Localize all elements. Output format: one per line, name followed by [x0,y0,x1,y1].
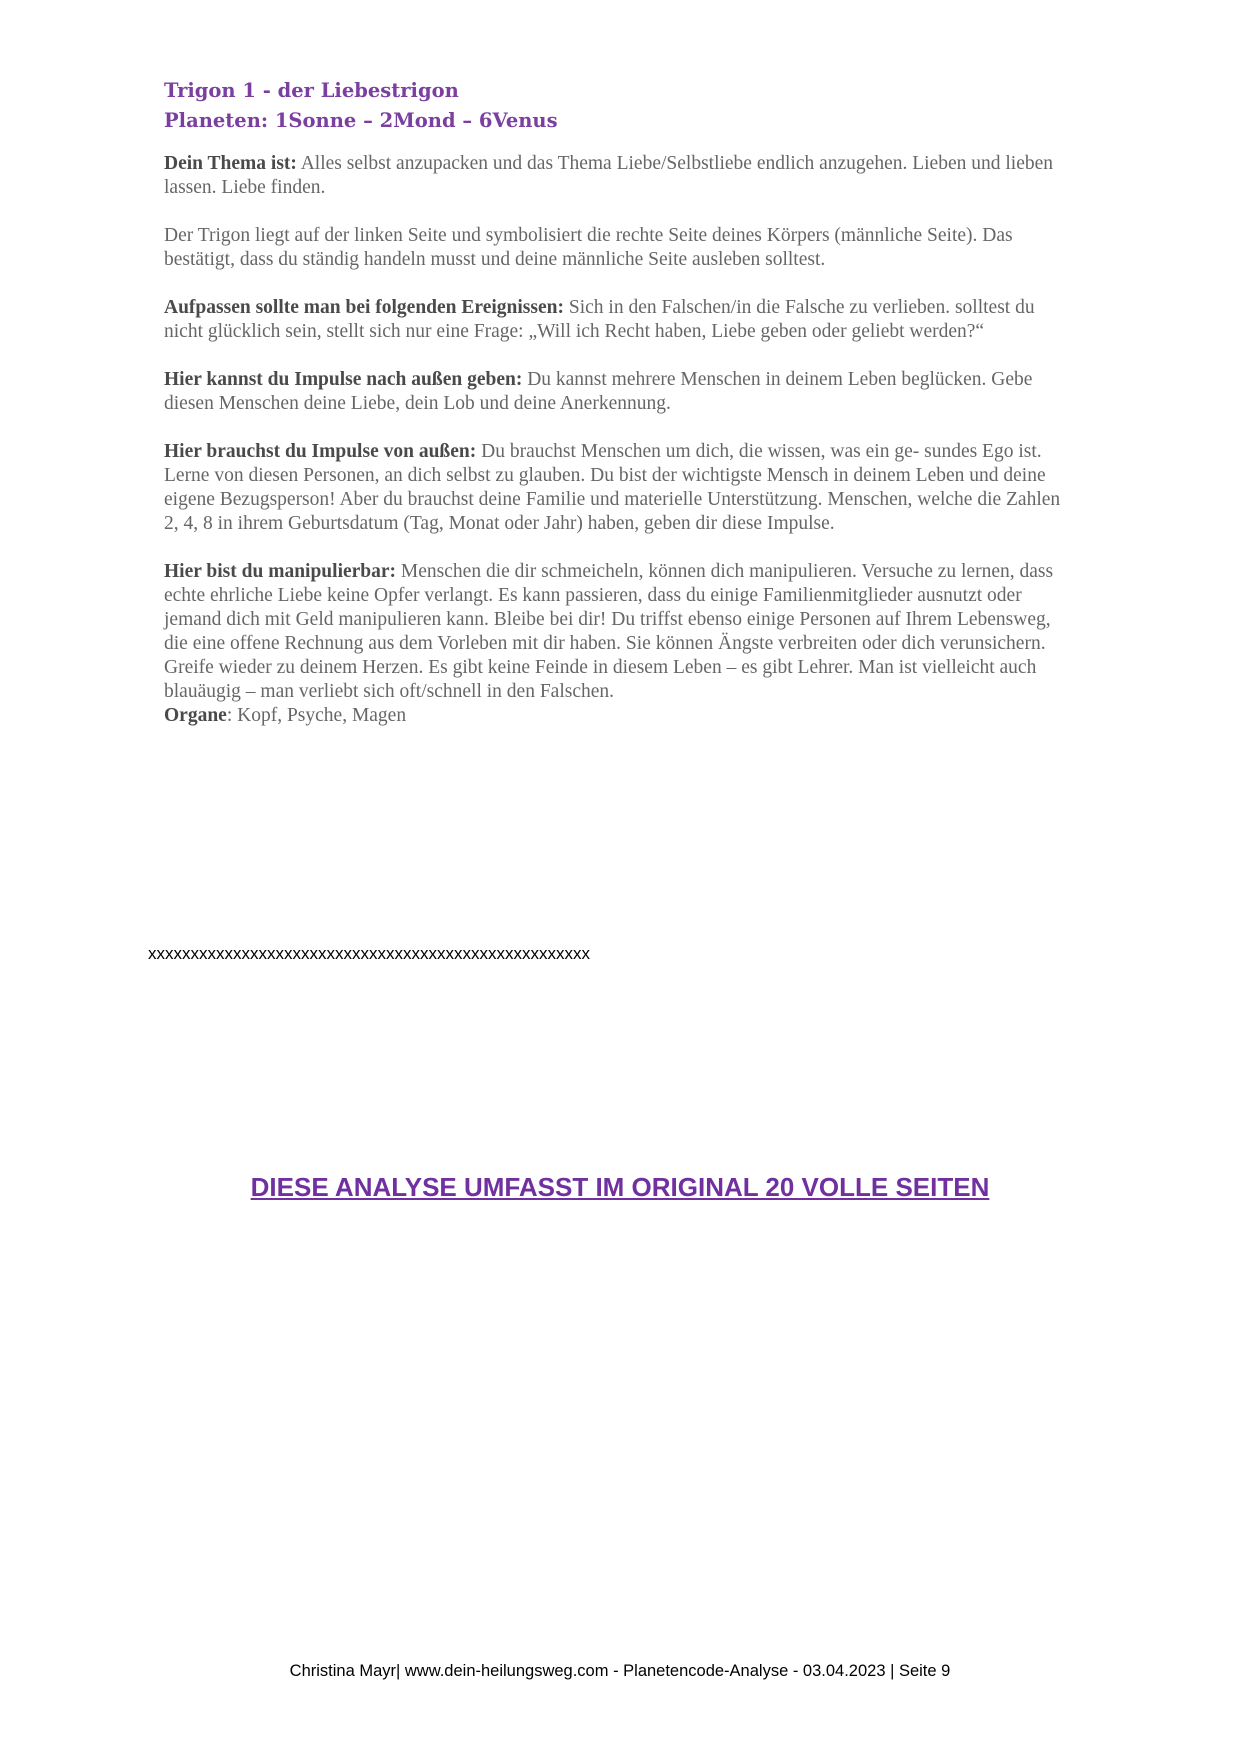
need-impulses-label: Hier brauchst du Impulse von außen: [164,441,477,462]
separator-line: xxxxxxxxxxxxxxxxxxxxxxxxxxxxxxxxxxxxxxxxxxxxxxxxxxxx [148,944,590,963]
paragraph-theme [164,152,1064,200]
promo-banner [0,1172,1240,1203]
manipulable-text: Menschen die dir schmeicheln, können dich manipulieren. Versuche zu lernen, dass echte ehrliche Liebe keine Opfer verlangt. Es kann passieren, dass du einige Familienmitglieder ausnutzt oder jemand dich mit Geld manipulieren kann. Bleibe bei dir! Du triffst ebenso einige Personen auf Ihrem Lebensweg, die eine offene Rechnung aus dem Vorleben mit dir haben. Sie können Ängste verbreiten oder dich verunsichern. Greife wieder zu deinem Herzen. Es gibt keine Feinde in diesem Leben – es gibt Lehrer. Man ist vielleicht auch blauäugig – man verliebt sich oft/schnell in den Falschen. [164,561,1054,702]
section-title: Trigon 1 - der Liebestrigon [164,79,459,102]
paragraph-manipulable [164,560,1064,704]
caution-text: Sich in den Falschen/in die Falsche zu verlieben. solltest du nicht glücklich sein, stellt sich nur eine Frage: „Will ich Recht haben, Liebe geben oder geliebt werden?“ [164,297,1035,342]
paragraph-trigon-side: Der Trigon liegt auf der linken Seite und symbolisiert die rechte Seite deines Körpers (männliche Seite). Das bestätigt, dass du ständig handeln musst und deine männliche Seite ausleben solltest. [164,225,1013,270]
organs-label: Organe [164,705,227,726]
promo-link[interactable]: DIESE ANALYSE UMFASST IM ORIGINAL 20 VOLLE SEITEN [250,1172,990,1202]
analysis-content [164,76,1064,728]
give-impulses-label: Hier kannst du Impulse nach außen geben: [164,369,523,390]
give-impulses-text: Du kannst mehrere Menschen in deinem Leben beglücken. Gebe diesen Menschen deine Liebe, dein Lob und deine Anerkennung. [164,369,1033,414]
page-footer: Christina Mayr| www.dein-heilungsweg.com - Planetencode-Analyse - 03.04.2023 | Seite 9 [289,1662,951,1680]
need-impulses-text: Du brauchst Menschen um dich, die wissen, was ein ge- sundes Ego ist. Lerne von diesen Personen, an dich selbst zu glauben. Du bist der wichtigste Mensch in deinem Leben und deine eigene Bezugsperson! Aber du brauchst deine Familie und materielle Unterstützung. Menschen, welche die Zahlen 2, 4, 8 in ihrem Geburtsdatum (Tag, Monat oder Jahr) haben, geben dir diese Impulse. [164,441,1061,534]
organs-text: : Kopf, Psyche, Magen [226,705,407,726]
planets-subtitle: Planeten: 1Sonne – 2Mond – 6Venus [164,109,558,132]
paragraph-give-impulses [164,368,1064,416]
paragraph-need-impulses [164,440,1064,536]
paragraph-caution [164,296,1064,344]
manipulable-label: Hier bist du manipulierbar: [164,561,397,582]
theme-text: Alles selbst anzupacken und das Thema Liebe/Selbstliebe endlich anzugehen. Lieben und lieben lassen. Liebe finden. [164,153,1054,198]
theme-label: Dein Thema ist: [164,153,297,174]
paragraph-organs [164,704,1064,728]
caution-label: Aufpassen sollte man bei folgenden Ereignissen: [164,297,564,318]
